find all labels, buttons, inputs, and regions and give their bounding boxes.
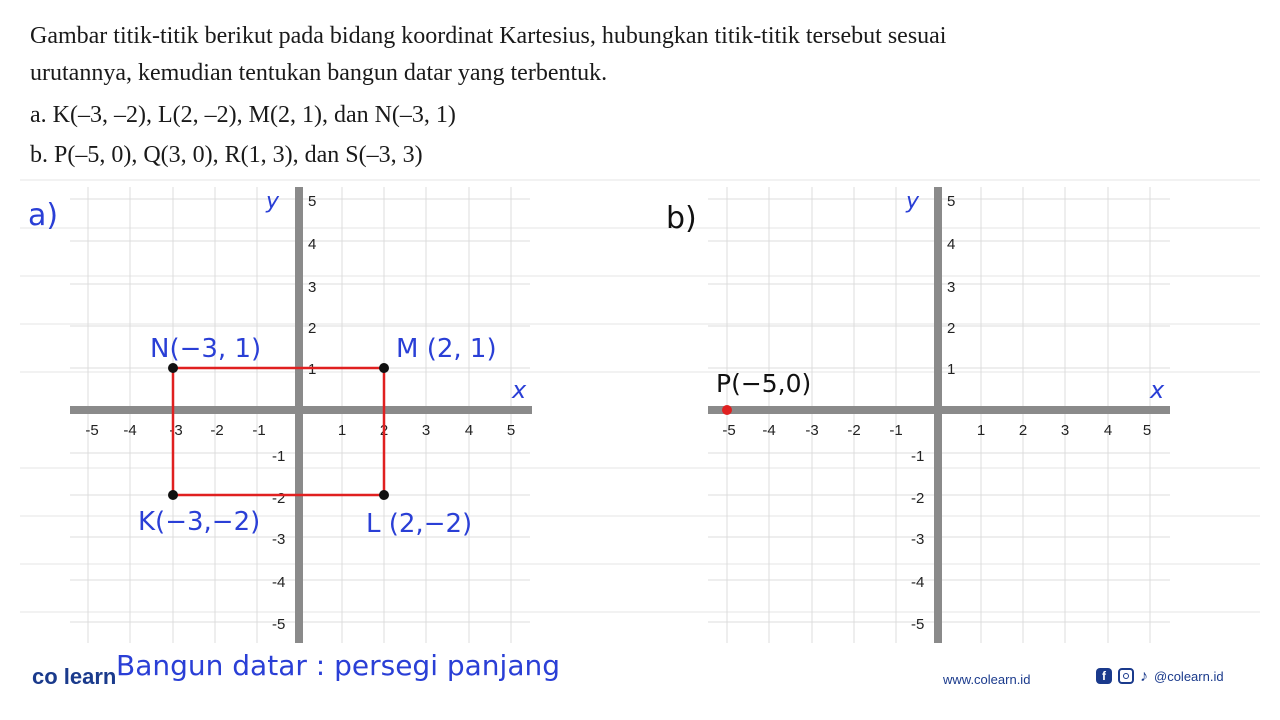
point-l [379,490,389,500]
tick-label: 2 [947,320,956,337]
tick-label: -5 [85,422,99,439]
tick-label: -5 [911,616,925,633]
tick-label: -3 [911,531,925,548]
social-links [1096,668,1224,684]
tick-label: 1 [337,422,347,439]
point-n [168,363,178,373]
tick-label: 2 [308,320,317,337]
tick-label: 5 [947,193,956,210]
tick-label: -2 [272,490,286,507]
tick-label: 4 [308,236,317,253]
tick-label: -4 [123,422,137,439]
tiktok-icon: ♪ [1140,668,1148,685]
panel-a-marker: a) [28,198,59,233]
tick-label: -1 [889,422,903,439]
tick-label: 3 [1060,422,1070,439]
question-line-1: Gambar titik-titik berikut pada bidang koordinat Kartesius, hubungkan titik-titik tersebut sesuai [30,23,947,49]
tick-label: -2 [210,422,224,439]
facebook-icon: f [1096,668,1112,684]
panel-b-y-axis [934,187,942,643]
panel-b-x-label: x [1150,376,1165,404]
social-handle: @colearn.id [1154,668,1224,684]
ruled-lines [20,180,1260,612]
label-p: P(−5,0) [716,369,812,398]
label-n: N(−3, 1) [150,334,262,364]
tick-label: -5 [722,422,736,439]
tick-label: -1 [252,422,266,439]
tick-label: 3 [947,279,956,296]
panel-b-marker: b) [666,201,697,236]
colearn-logo: co learn [32,664,117,689]
tick-label: -4 [911,574,925,591]
tick-label: -4 [272,574,286,591]
question-part-a: a. K(–3, –2), L(2, –2), M(2, 1), dan N(–3, 1) [30,102,456,128]
tick-label: 4 [1103,422,1113,439]
tick-label: 3 [308,279,317,296]
tick-label: -2 [911,490,925,507]
answer-text: Bangun datar : persegi panjang [116,649,561,682]
panel-a-y-label: y [266,189,280,214]
label-k: K(−3,−2) [138,507,261,537]
tick-label: 1 [976,422,986,439]
rectangle-klmn [173,368,384,495]
tick-label: -1 [911,448,925,465]
panel-b-y-label: y [906,189,920,214]
panel-a-y-axis [295,187,303,643]
point-m [379,363,389,373]
panel-a-x-label: x [512,376,527,404]
tick-label: -1 [272,448,286,465]
tick-label: 2 [379,422,389,439]
question-line-2: urutannya, kemudian tentukan bangun datar yang terbentuk. [30,60,608,86]
tick-label: -3 [805,422,819,439]
panel-b [666,187,1170,643]
point-p [722,405,732,415]
instagram-icon [1118,668,1134,684]
question-part-b: b. P(–5, 0), Q(3, 0), R(1, 3), dan S(–3, 3) [30,142,423,168]
tick-label: 3 [421,422,431,439]
tick-label: 2 [1018,422,1028,439]
tick-label: 5 [506,422,516,439]
tick-label: -3 [169,422,183,439]
label-l: L (2,−2) [366,509,473,539]
tick-label: 4 [464,422,474,439]
point-k [168,490,178,500]
tick-label: 1 [308,361,317,378]
tick-label: 4 [947,236,956,253]
tick-label: 5 [1142,422,1152,439]
website-text: www.colearn.id [943,672,1031,687]
tick-label: 5 [308,193,317,210]
tick-label: -3 [272,531,286,548]
tick-label: -4 [762,422,776,439]
panel-a [28,187,532,643]
label-m: M (2, 1) [396,334,497,364]
tick-label: -5 [272,616,286,633]
tick-label: 1 [947,361,956,378]
tick-label: -2 [847,422,861,439]
